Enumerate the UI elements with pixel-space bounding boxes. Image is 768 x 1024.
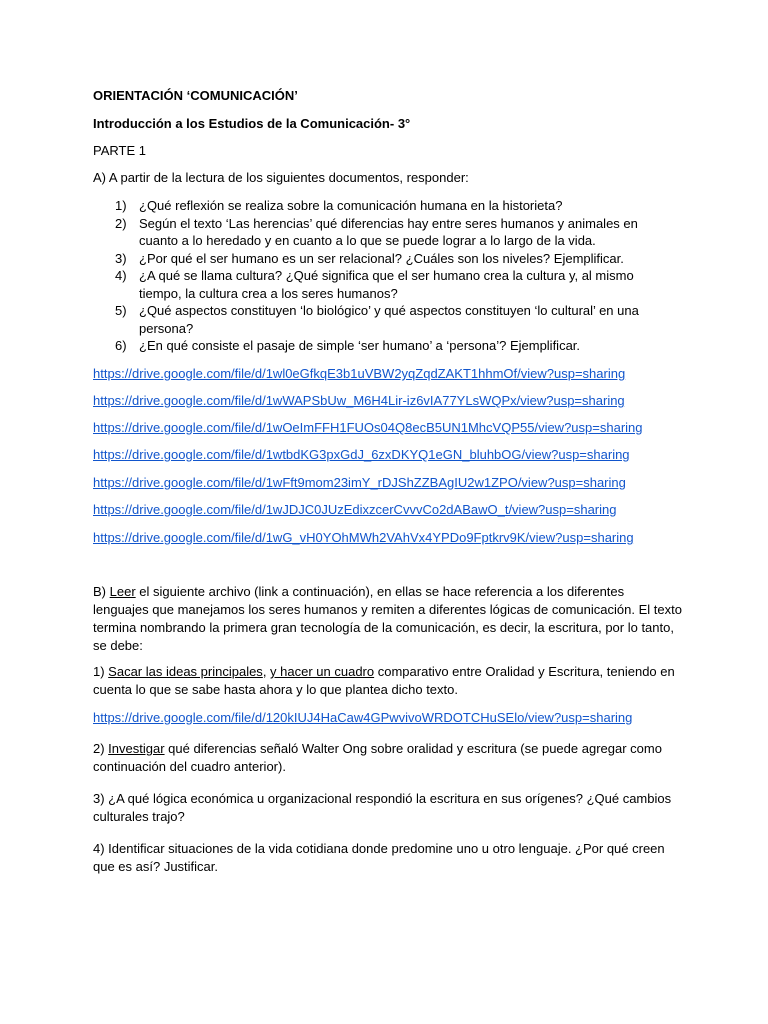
document-heading: ORIENTACIÓN ‘COMUNICACIÓN’ — [93, 88, 298, 103]
section-a-questions — [93, 197, 683, 355]
question-item — [93, 302, 677, 337]
drive-link-4[interactable]: https://drive.google.com/file/d/1wtbdKG3pxGdJ_6zxDKYQ1eGN_bluhbOG/view?usp=sharing — [93, 447, 630, 462]
question-number: 1) — [115, 198, 127, 213]
item-1-underlined-a: Sacar las ideas principales — [108, 664, 263, 679]
item-2-text: qué diferencias señaló Walter Ong sobre oralidad y escritura (se puede agregar como continuación del cuadro anterior). — [93, 741, 662, 774]
question-text: Según el texto ‘Las herencias’ qué diferencias hay entre seres humanos y animales en cuanto a lo heredado y en cuanto a lo que se puede lograr a lo largo de la vida. — [139, 215, 638, 248]
question-number: 2) — [115, 215, 127, 231]
question-number: 3) — [115, 250, 127, 266]
section-b-prefix: B) — [93, 584, 110, 599]
question-text: ¿Qué reflexión se realiza sobre la comunicación humana en la historieta? — [139, 198, 563, 213]
drive-link-2[interactable]: https://drive.google.com/file/d/1wWAPSbUw_M6H4Lir-iz6vIA77YLsWQPx/view?usp=sharing — [93, 393, 625, 408]
document-subheading: Introducción a los Estudios de la Comunicación- 3° — [93, 116, 411, 131]
question-item — [93, 250, 677, 268]
section-b-item-4: 4) Identificar situaciones de la vida cotidiana donde predomine uno u otro lenguaje. ¿Por qué creen que es así? Justificar. — [93, 841, 665, 874]
question-item — [93, 215, 677, 250]
section-b-intro-text: el siguiente archivo (link a continuación), en ellas se hace referencia a los diferentes lenguajes que manejamos los seres humanos y remiten a diferentes lógicas de comunicación. El texto termina nombrando la primera gran tecnología de la comunicación, es decir, la escritura, por lo tanto, se debe: — [93, 584, 682, 653]
part-label: PARTE 1 — [93, 143, 146, 158]
drive-link-1[interactable]: https://drive.google.com/file/d/1wl0eGfkqE3b1uVBW2yqZqdZAKT1hhmOf/view?usp=sharing — [93, 366, 626, 381]
drive-link-3[interactable]: https://drive.google.com/file/d/1wOeImFFH1FUOs04Q8ecB5UN1MhcVQP55/view?usp=sharing — [93, 420, 643, 435]
question-number: 5) — [115, 303, 127, 318]
item-1-text: comparativo entre Oralidad y Escritura, teniendo en cuenta lo que se sabe hasta ahora y lo que plantea dicho texto. — [93, 664, 675, 697]
section-b-item-1 — [93, 663, 683, 699]
item-2-underlined: Investigar — [108, 741, 165, 756]
section-b-item-3: 3) ¿A qué lógica económica u organizacional respondió la escritura en sus orígenes? ¿Qué cambios culturales trajo? — [93, 791, 672, 824]
drive-link-b[interactable]: https://drive.google.com/file/d/120kIUJ4HaCaw4GPwvivoWRDOTCHuSElo/view?usp=sharing — [93, 710, 633, 725]
section-b-leer: Leer — [109, 584, 136, 599]
section-b-intro — [93, 583, 683, 655]
question-text: ¿Por qué el ser humano es un ser relacional? ¿Cuáles son los niveles? Ejemplificar. — [139, 250, 624, 266]
question-text: ¿Qué aspectos constituyen ‘lo biológico’ y qué aspectos constituyen ‘lo cultural’ en una persona? — [139, 303, 639, 336]
question-item — [93, 197, 677, 215]
question-number: 6) — [115, 338, 127, 353]
item-1-underlined-b: y hacer un cuadro — [270, 664, 375, 679]
section-b-item-2 — [93, 740, 683, 776]
item-number: 1) — [93, 664, 109, 679]
drive-link-5[interactable]: https://drive.google.com/file/d/1wFft9mom23imY_rDJShZZBAgIU2w1ZPO/view?usp=sharing — [93, 475, 626, 490]
question-text: ¿A qué se llama cultura? ¿Qué significa que el ser humano crea la cultura y, al mismo tiempo, la cultura crea a los seres humanos? — [139, 268, 634, 301]
question-item — [93, 267, 677, 302]
question-text: ¿En qué consiste el pasaje de simple ‘ser humano’ a ‘persona’? Ejemplificar. — [139, 338, 581, 353]
drive-link-7[interactable]: https://drive.google.com/file/d/1wG_vH0YOhMWh2VAhVx4YPDo9Fptkrv9K/view?usp=sharing — [93, 530, 634, 545]
question-item — [93, 337, 677, 355]
drive-link-6[interactable]: https://drive.google.com/file/d/1wJDJC0JUzEdixzcerCvvvCo2dABawO_t/view?usp=sharing — [93, 502, 617, 517]
item-1-separator: , — [262, 664, 271, 679]
item-number: 2) — [93, 741, 109, 756]
question-number: 4) — [115, 268, 127, 283]
section-a-intro: A) A partir de la lectura de los siguientes documentos, responder: — [93, 170, 469, 185]
